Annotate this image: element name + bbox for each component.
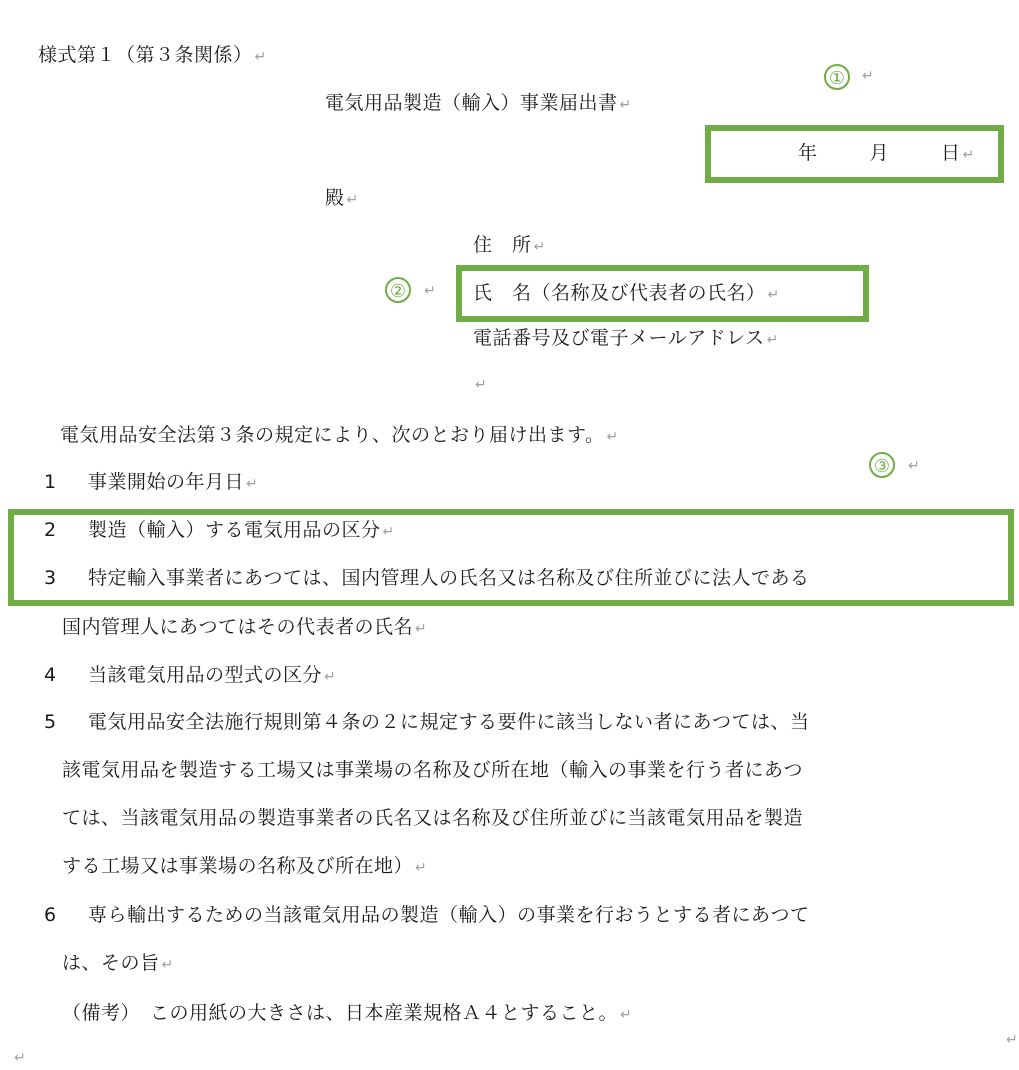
list-item-4 bbox=[44, 663, 336, 689]
list-item-6 bbox=[44, 903, 810, 927]
item-number: 4 bbox=[44, 664, 57, 686]
date-day: 日 bbox=[941, 142, 961, 164]
list-item-5 bbox=[44, 710, 810, 734]
paragraph-mark-icon: ↵ bbox=[766, 332, 779, 348]
item-number: 2 bbox=[44, 519, 57, 541]
applicant-address-label bbox=[473, 233, 546, 259]
item-number: 3 bbox=[44, 567, 57, 589]
paragraph-mark-icon: ↵ bbox=[254, 49, 267, 65]
form-label-text: 様式第１（第３条関係） bbox=[38, 44, 253, 66]
item-text: 該電気用品を製造する工場又は事業場の名称及び所在地（輸入の事業を行う者にあつ bbox=[62, 759, 804, 781]
list-item-5-continuation bbox=[62, 854, 427, 880]
date-year: 年 bbox=[798, 142, 818, 164]
list-item-1 bbox=[44, 470, 258, 496]
paragraph-mark-icon: ↵ bbox=[1006, 1032, 1019, 1048]
paragraph-mark-icon: ↵ bbox=[324, 669, 337, 685]
item-text: する工場又は事業場の名称及び所在地） bbox=[62, 855, 414, 877]
document-title bbox=[325, 91, 632, 117]
paragraph-mark-icon: ↵ bbox=[415, 860, 428, 876]
applicant-name-label bbox=[473, 281, 780, 307]
paragraph-mark-icon: ↵ bbox=[424, 283, 437, 299]
item-text: 専ら輸出するための当該電気用品の製造（輸入）の事業を行おうとする者にあつて bbox=[88, 904, 810, 926]
paragraph-mark-icon: ↵ bbox=[619, 97, 632, 113]
list-item-6-continuation bbox=[62, 951, 174, 977]
paragraph-mark-icon: ↵ bbox=[415, 621, 428, 637]
date-month: 月 bbox=[869, 142, 890, 164]
item-number: 5 bbox=[44, 711, 57, 733]
note-sentence: （備考） この用紙の大きさは、日本産業規格Ａ４とすること。 bbox=[62, 1002, 619, 1024]
paragraph-mark-icon: ↵ bbox=[14, 1050, 27, 1066]
item-text: 事業開始の年月日 bbox=[88, 471, 245, 493]
paragraph-mark-icon: ↵ bbox=[533, 239, 546, 255]
annotation-marker-1: ① bbox=[824, 64, 850, 90]
paragraph-mark-icon: ↵ bbox=[346, 192, 359, 208]
item-text: ては、当該電気用品の製造事業者の氏名又は名称及び住所並びに当該電気用品を製造 bbox=[62, 807, 804, 829]
item-text: は、その旨 bbox=[62, 952, 160, 974]
item-number: 6 bbox=[44, 904, 57, 926]
note-text bbox=[62, 1001, 632, 1027]
item-text: 当該電気用品の型式の区分 bbox=[88, 664, 323, 686]
list-item-3 bbox=[44, 566, 810, 590]
paragraph-mark-icon: ↵ bbox=[246, 476, 259, 492]
paragraph-mark-icon: ↵ bbox=[908, 458, 921, 474]
intro-text bbox=[60, 423, 619, 449]
paragraph-mark-icon: ↵ bbox=[606, 429, 619, 445]
list-item-3-continuation bbox=[62, 615, 427, 641]
list-item-2 bbox=[44, 518, 395, 544]
address-label-text: 住 所 bbox=[473, 234, 532, 256]
intro-sentence: 電気用品安全法第３条の規定により、次のとおり届け出ます。 bbox=[60, 424, 605, 446]
paragraph-mark-icon: ↵ bbox=[161, 957, 174, 973]
paragraph-mark-icon: ↵ bbox=[382, 524, 395, 540]
addressee bbox=[325, 186, 359, 212]
item-text: 製造（輸入）する電気用品の区分 bbox=[88, 519, 381, 541]
document-title-text: 電気用品製造（輸入）事業届出書 bbox=[325, 92, 618, 114]
date-line bbox=[798, 141, 975, 167]
item-text: 国内管理人にあつてはその代表者の氏名 bbox=[62, 616, 414, 638]
paragraph-mark-icon: ↵ bbox=[475, 377, 488, 393]
contact-label-text: 電話番号及び電子メールアドレス bbox=[473, 327, 765, 349]
addressee-text: 殿 bbox=[325, 187, 345, 209]
paragraph-mark-icon: ↵ bbox=[862, 68, 875, 84]
item-number: 1 bbox=[44, 471, 57, 493]
annotation-marker-2: ② bbox=[385, 277, 411, 303]
annotation-marker-3: ③ bbox=[869, 452, 895, 478]
form-label bbox=[38, 43, 267, 69]
paragraph-mark-icon: ↵ bbox=[767, 287, 780, 303]
list-item-5-continuation bbox=[62, 758, 803, 782]
paragraph-mark-icon: ↵ bbox=[962, 147, 975, 163]
list-item-5-continuation bbox=[62, 806, 803, 830]
item-text: 電気用品安全法施行規則第４条の２に規定する要件に該当しない者にあつては、当 bbox=[88, 711, 810, 733]
applicant-contact-label bbox=[473, 326, 779, 352]
paragraph-mark-icon: ↵ bbox=[620, 1007, 633, 1023]
name-label-text: 氏 名（名称及び代表者の氏名） bbox=[473, 282, 766, 304]
item-text: 特定輸入事業者にあつては、国内管理人の氏名又は名称及び住所並びに法人である bbox=[88, 567, 810, 589]
